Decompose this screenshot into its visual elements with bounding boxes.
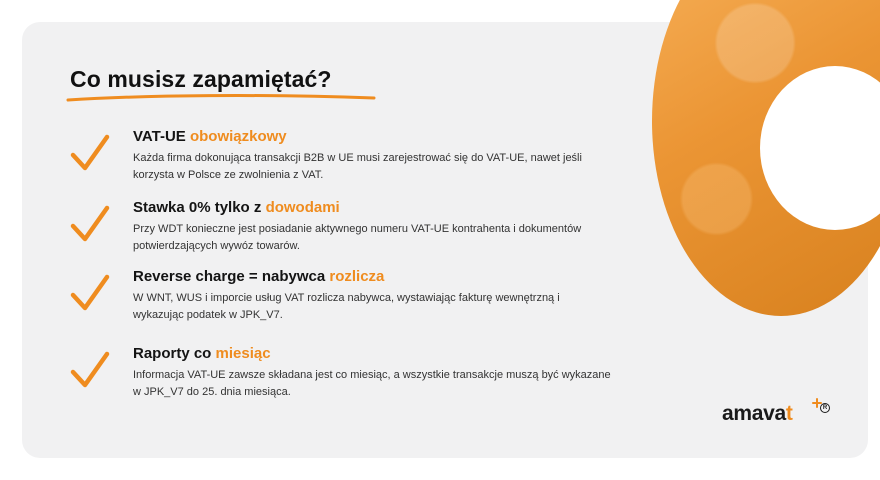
checkmark-icon <box>70 274 110 314</box>
item-title-text: Stawka 0% tylko z <box>133 199 266 216</box>
item-title-text: VAT-UE <box>133 128 190 145</box>
checkmark-icon <box>70 205 110 245</box>
list-item <box>70 128 630 188</box>
list-item <box>70 268 630 328</box>
item-title-highlight: miesiąc <box>215 345 271 362</box>
page-title: Co musisz zapamiętać? <box>70 66 332 92</box>
item-description: Każda firma dokonująca transakcji B2B w UE musi zarejestrować się do VAT-UE, nawet jeśli korzysta w Polsce ze zwolnienia z VAT. <box>133 152 582 181</box>
item-description: W WNT, WUS i imporcie usług VAT rozlicza nabywca, wystawiając fakturę wewnętrzną i wykazując podatek w JPK_V7. <box>133 292 560 321</box>
brand-logo <box>722 402 793 426</box>
list-item <box>70 345 630 405</box>
item-title-highlight: obowiązkowy <box>189 128 287 145</box>
item-title <box>133 345 271 362</box>
item-title-text: Reverse charge = nabywca <box>133 268 330 285</box>
item-description: Przy WDT konieczne jest posiadanie aktywnego numeru VAT-UE kontrahenta i dokumentów potwierdzających wywóz towarów. <box>133 223 582 252</box>
item-title <box>133 199 340 216</box>
logo-main: amava <box>722 402 786 425</box>
checkmark-icon <box>70 351 110 391</box>
list-item <box>70 199 630 259</box>
logo-accent: t <box>785 402 793 425</box>
item-title-text: Raporty co <box>133 345 216 362</box>
registered-mark-icon: R <box>820 403 830 413</box>
item-title <box>133 268 384 285</box>
item-title <box>133 128 287 145</box>
item-title-highlight: rozlicza <box>329 268 385 285</box>
checkmark-icon <box>70 134 110 174</box>
heading-underline-icon <box>66 92 378 104</box>
item-description: Informacja VAT-UE zawsze składana jest co miesiąc, a wszystkie transakcje muszą być wykazane w JPK_V7 do 25. dnia miesiąca. <box>133 369 611 398</box>
item-title-highlight: dowodami <box>265 199 340 216</box>
